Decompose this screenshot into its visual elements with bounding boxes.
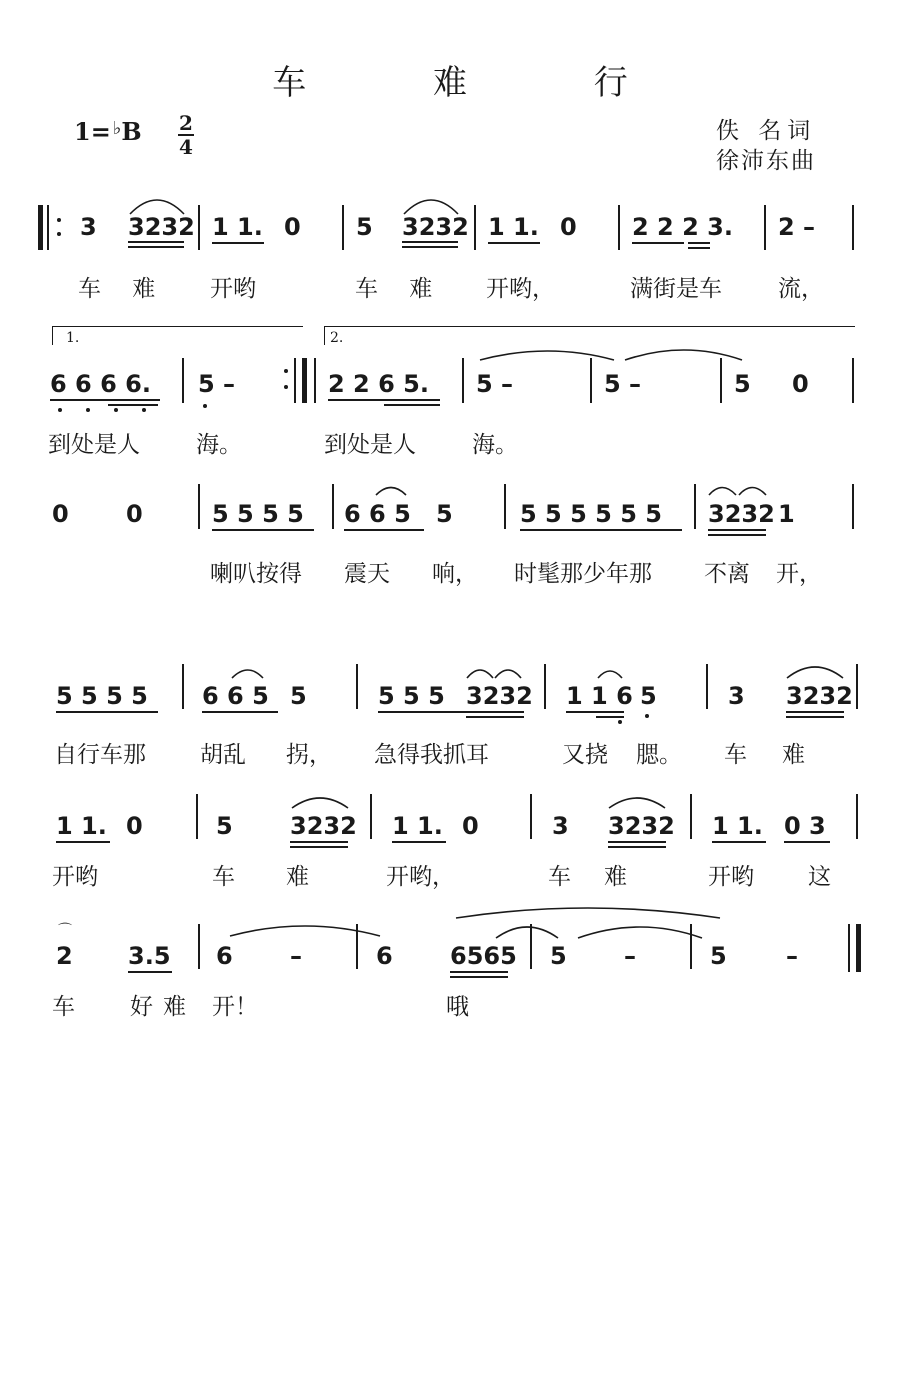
final-barline	[848, 924, 850, 972]
lyric: 难	[782, 742, 805, 768]
barline	[342, 205, 344, 250]
note-group: 1 1.	[392, 812, 443, 840]
tie	[480, 351, 614, 360]
note-group: 2 2 6 5.	[328, 370, 429, 398]
slur	[496, 927, 558, 938]
barline	[332, 484, 334, 529]
barline	[196, 794, 198, 839]
lyric: 难	[286, 864, 309, 890]
barline	[852, 358, 854, 403]
barline	[856, 664, 858, 709]
lyric: 车 难	[78, 276, 168, 302]
barline	[370, 794, 372, 839]
barline	[182, 358, 184, 403]
barline	[590, 358, 592, 403]
lyric: 车	[724, 742, 747, 768]
lyric: 响，	[432, 561, 478, 587]
slur	[467, 670, 493, 678]
note-group: 5 5 5 5	[212, 500, 304, 528]
flat-symbol: ♭	[112, 118, 122, 139]
lyric: 震天	[344, 561, 390, 587]
barline	[504, 484, 506, 529]
note-group: 5	[734, 370, 751, 398]
lyric: 车 难	[355, 276, 445, 302]
key-note: B	[121, 117, 142, 146]
lyric: 开哟	[708, 864, 754, 890]
lyric: 车	[548, 864, 571, 890]
lyricist-credit: 佚 名词	[716, 118, 817, 144]
barline	[530, 924, 532, 969]
note-group: 3232	[708, 500, 775, 528]
slur	[709, 488, 736, 496]
lyric: 车	[52, 994, 75, 1020]
note-group: 0	[126, 500, 143, 528]
lyric: 车	[212, 864, 235, 890]
note-group: 0 3	[784, 812, 826, 840]
note-group: 3	[728, 682, 745, 710]
note-group: 6 6 5	[344, 500, 411, 528]
lyric: 不离	[704, 561, 750, 587]
lyric: 满街是车	[630, 276, 722, 302]
slur	[232, 670, 263, 678]
barline	[544, 664, 546, 709]
lyric: 自行车那	[54, 742, 146, 768]
note-group: 6565	[450, 942, 517, 970]
lyric: 好难	[130, 994, 196, 1020]
note-group: 5 –	[604, 370, 642, 398]
lyric: 流，	[778, 276, 824, 302]
slur	[739, 488, 766, 496]
slur	[376, 488, 406, 496]
note-group: 2 –	[778, 213, 816, 241]
barline	[852, 484, 854, 529]
barline	[198, 924, 200, 969]
barline	[198, 205, 200, 250]
slur	[598, 671, 622, 678]
slur	[404, 200, 458, 214]
barline	[720, 358, 722, 403]
lyric: 海。	[196, 432, 242, 458]
repeat-end-barline	[294, 358, 296, 403]
lyric: 时髦那少年那	[514, 561, 652, 587]
lyric: 胡乱	[200, 742, 246, 768]
note-group: 3232	[466, 682, 533, 710]
note-group: 0	[126, 812, 143, 840]
note-group: 3	[552, 812, 569, 840]
barline	[852, 205, 854, 250]
lyric: 又挠	[562, 742, 608, 768]
note-group: 2	[56, 942, 73, 970]
slur	[292, 798, 348, 808]
note-group: 6 6 5	[202, 682, 269, 710]
note-group: 3232	[290, 812, 357, 840]
barline	[618, 205, 620, 250]
slur	[495, 670, 521, 678]
slur	[130, 200, 184, 214]
lyric: 难	[604, 864, 627, 890]
slur	[609, 798, 665, 808]
lyric: 急得我抓耳	[374, 742, 489, 768]
time-sig-top: 2	[179, 111, 193, 135]
note-group: 0	[52, 500, 69, 528]
lyric: 开哟	[210, 276, 256, 302]
note-group: 0	[284, 213, 301, 241]
note-group: 5	[436, 500, 453, 528]
lyric: 到处是人	[324, 432, 416, 458]
lyric: 开哟	[52, 864, 98, 890]
note-group: 0	[792, 370, 809, 398]
note-group: 5	[710, 942, 727, 970]
note-group: 6	[216, 942, 233, 970]
note-group: 5	[356, 213, 373, 241]
lyric: 开！	[212, 994, 258, 1020]
tie	[625, 350, 742, 360]
note-group: 1	[778, 500, 795, 528]
barline	[694, 484, 696, 529]
lyric: 到处是人	[48, 432, 140, 458]
note-group: 5 –	[476, 370, 514, 398]
note-group: 5 –	[198, 370, 236, 398]
time-sig-bottom: 4	[179, 135, 193, 159]
barline	[474, 205, 476, 250]
note-group: 0	[462, 812, 479, 840]
volta-bracket-1	[52, 326, 303, 345]
note-group: 3	[80, 213, 97, 241]
barline	[856, 794, 858, 839]
note-group: 1 1.	[212, 213, 263, 241]
note-group: 3232	[786, 682, 853, 710]
barline	[764, 205, 766, 250]
note-group: 3.5	[128, 942, 171, 970]
note-group: –	[624, 942, 636, 970]
lyric: 喇叭按得	[210, 561, 302, 587]
volta-label-2: 2.	[330, 330, 344, 346]
note-group: 5	[550, 942, 567, 970]
note-group: 3232	[402, 213, 469, 241]
note-group: 6	[376, 942, 393, 970]
barline	[706, 664, 708, 709]
note-group: –	[786, 942, 798, 970]
note-group: 1 1.	[56, 812, 107, 840]
note-group: –	[290, 942, 302, 970]
note-group: 3232	[608, 812, 675, 840]
note-group: 1 1.	[488, 213, 539, 241]
lyric: 开哟，	[486, 276, 555, 302]
composer-credit: 徐沛东曲	[716, 148, 816, 174]
barline	[690, 794, 692, 839]
volta-label-1: 1.	[66, 330, 80, 346]
key-prefix: 1=	[74, 117, 111, 146]
slur	[787, 667, 843, 678]
note-group: 3232	[128, 213, 195, 241]
repeat-start-barline	[38, 205, 43, 250]
barline	[198, 484, 200, 529]
lyric: 哦	[446, 994, 469, 1020]
note-group: 0	[560, 213, 577, 241]
note-group: 5	[216, 812, 233, 840]
song-title: 车 难 行	[272, 63, 686, 103]
note-group: 6 6 6 6.	[50, 370, 151, 398]
barline	[356, 664, 358, 709]
note-group: 2 2 2 3.	[632, 213, 733, 241]
barline	[690, 924, 692, 969]
barline	[462, 358, 464, 403]
fermata-icon: ⌒	[58, 923, 72, 939]
lyric: 开哟，	[386, 864, 455, 890]
barline	[530, 794, 532, 839]
lyric: 海。	[472, 432, 518, 458]
barline	[182, 664, 184, 709]
note-group: 5	[290, 682, 307, 710]
note-group: 1 1 6	[566, 682, 633, 710]
tie	[578, 927, 702, 938]
lyric: 拐，	[286, 742, 332, 768]
volta-bracket-2	[324, 326, 855, 345]
lyric: 开，	[776, 561, 822, 587]
slur	[456, 908, 720, 918]
note-group: 5	[640, 682, 657, 710]
barline	[356, 924, 358, 969]
note-group: 1 1.	[712, 812, 763, 840]
note-group: 5 5 5 5	[56, 682, 148, 710]
lyric: 腮。	[636, 742, 682, 768]
note-group: 5 5 5 5 5 5	[520, 500, 662, 528]
lyric: 这	[808, 864, 831, 890]
note-group: 5 5 5	[378, 682, 445, 710]
